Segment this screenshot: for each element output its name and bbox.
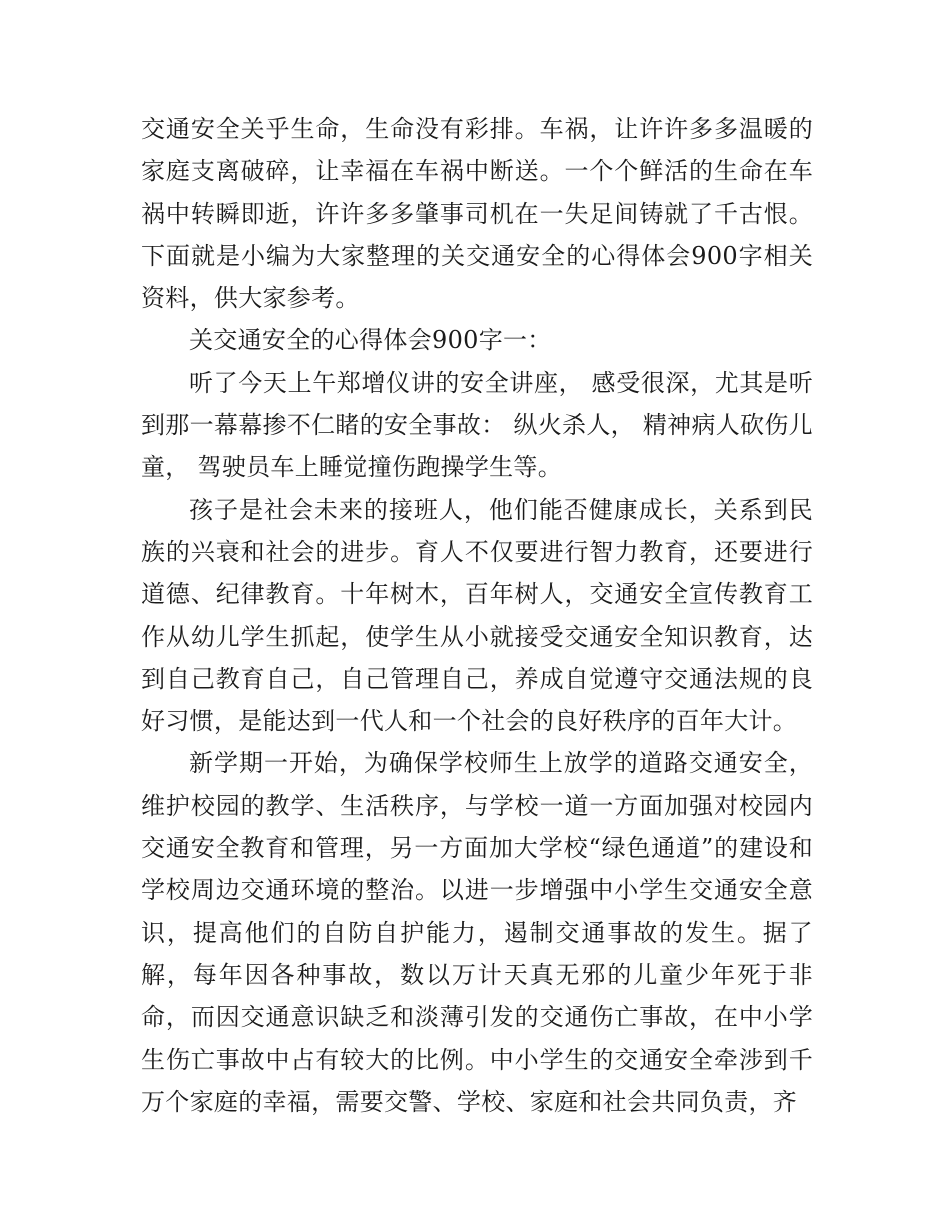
body-paragraph-new-semester: 新学期一开始，为确保学校师生上放学的道路交通安全，维护校园的教学、生活秩序，与学校一道一方面加强对校园内交通安全教育和管理，另一方面加大学校“绿色通道”的建设和学校周边交通环境的整治。以进一步增强中小学生交通安全意识，提高他们的自防自护能力，遏制交通事故的发生。据了解，每年因各种事故，数以万计天真无邪的儿童少年死于非命，而因交通意识缺乏和淡薄引发的交通伤亡事故，在中小学生伤亡事故中占有较大的比例。中小学生的交通安全牵涉到千万个家庭的幸福，需要交警、学校、家庭和社会共同负责，齐 (141, 749, 813, 1116)
body-paragraph-children: 孩子是社会未来的接班人，他们能否健康成长，关系到民族的兴衰和社会的进步。育人不仅要进行智力教育，还要进行道德、纪律教育。十年树木，百年树人，交通安全宣传教育工作从幼儿学生抓起，使学生从小就接受交通安全知识教育，达到自己教育自己，自己管理自己，养成自觉遵守交通法规的良好习惯，是能达到一代人和一个社会的良好秩序的百年大计。 (141, 495, 813, 736)
intro-paragraph: 交通安全关乎生命，生命没有彩排。车祸，让许许多多温暖的家庭支离破碎，让幸福在车祸中断送。一个个鲜活的生命在车祸中转瞬即逝，许许多多肇事司机在一失足间铸就了千古恨。下面就是小编为大家整理的关交通安全的心得体会900字相关资料，供大家参考。 (141, 115, 813, 313)
document-body (141, 108, 813, 1123)
section-heading: 关交通安全的心得体会900字一： (189, 326, 552, 355)
body-paragraph-lecture: 听了今天上午郑增仪讲的安全讲座， 感受很深，尤其是听到那一幕幕掺不仁睹的安全事故： 纵火杀人， 精神病人砍伤儿童， 驾驶员车上睡觉撞伤跑操学生等。 (141, 368, 813, 482)
